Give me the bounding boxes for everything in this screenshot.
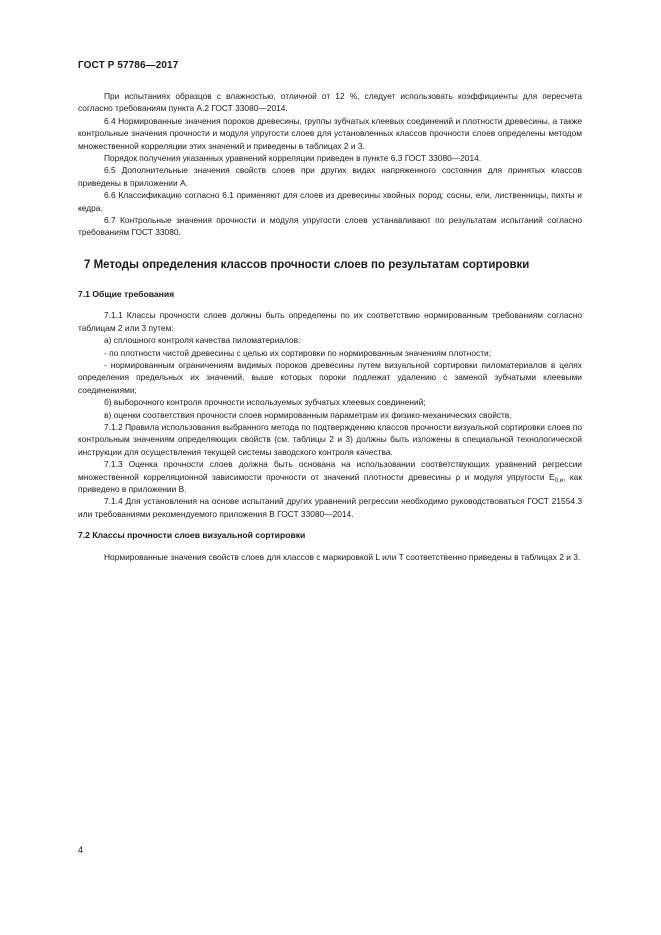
document-header: ГОСТ Р 57786—2017 bbox=[78, 60, 179, 71]
paragraph-7-1-3-tail: , как приведено в приложении В. bbox=[78, 471, 583, 494]
paragraph-6-4: 6.4 Нормированные значения пороков древесины, группы зубчатых клеевых соединений и плотности древесины, а также контрольные значения прочности и модуля упругости слоев для установленных классов прочности слоев определены методом множественной корреляции этих значений и приведены в таблицах 2 и 3. bbox=[78, 115, 582, 151]
paragraph-7-1-4: 7.1.4 Для установления на основе испытаний других уравнений регрессии необходимо руководствоваться ГОСТ 21554.3 или требованиями рекомендуемого приложения В ГОСТ 33080—2014. bbox=[78, 496, 582, 519]
paragraph-7-1-1: 7.1.1 Классы прочности слоев должны быть определены по их соответствию нормированным требованиям согласно таблицам 2 или 3 путем: bbox=[78, 310, 582, 333]
section-7-title: 7 Методы определения классов прочности слоев по результатам сортировки bbox=[84, 258, 530, 271]
subsection-7-2-title: 7.2 Классы прочности слоев визуальной сортировки bbox=[78, 530, 306, 541]
list-item-defects: - нормированным ограничениям видимых пороков древесины путем визуальной сортировки пиломатериалов в целях определения предельных их значений, выше которых пороки подлежат удалению с заменой зубчатыми клеевыми соединениями; bbox=[78, 359, 582, 395]
list-item-density: - по плотности чистой древесины с целью их сортировки по нормированным значениям плотности; bbox=[104, 347, 492, 358]
paragraph-7-1-2: 7.1.2 Правила использования выбранного метода по подтверждению классов прочности визуальной сортировки слоев по контрольным значениям определяющих свойств (см. таблицы 2 и 3) должны быть изложены в специальной технологической инструкции для осуществления текущей системы заводского контроля качества. bbox=[78, 421, 582, 457]
paragraph-6-3-note: При испытаниях образцов с влажностью, отличной от 12 %, следует использовать коэффициенты для пересчета согласно требованиям пункта А.2 ГОСТ 33080—2014. bbox=[78, 91, 582, 114]
paragraph-7-1-3 bbox=[78, 458, 582, 495]
page-number: 4 bbox=[78, 845, 84, 855]
paragraph-6-6: 6.6 Классификацию согласно 6.1 применяют для слоев из древесины хвойных пород: сосны, ели, лиственницы, пихты и кедра. bbox=[78, 190, 582, 213]
paragraph-7-1-3-text: 7.1.3 Оценка прочности слоев должна быть основана на использовании соответствующих уравнений регрессии множественной корреляционной зависимости прочности от значений плотности древесины ρ и модуля упругости E bbox=[78, 459, 582, 482]
paragraph-7-2: Нормированные значения свойств слоев для классов с маркировкой L или T соответственно приведены в таблицах 2 и 3. bbox=[104, 551, 581, 562]
paragraph-6-5: 6.5 Дополнительные значения свойств слоев при других видах напряженного состояния для принятых классов приведены в приложении А. bbox=[78, 165, 582, 188]
paragraph-6-4-note: Порядок получения указанных уравнений корреляции приведен в пункте 6.3 ГОСТ 33080—2014. bbox=[104, 153, 482, 164]
modulus-subscript: 0,и bbox=[554, 477, 564, 484]
list-item-a: а) сплошного контроля качества пиломатериалов: bbox=[104, 335, 301, 346]
paragraph-6-7: 6.7 Контрольные значения прочности и модуля упругости слоев устанавливают по результатам испытаний согласно требованиям ГОСТ 33080. bbox=[78, 215, 582, 238]
subsection-7-1-title: 7.1 Общие требования bbox=[78, 288, 175, 299]
page-content bbox=[78, 90, 582, 563]
list-item-b: б) выборочного контроля прочности используемых зубчатых клеевых соединений; bbox=[104, 397, 426, 408]
list-item-v: в) оценки соответствия прочности слоев нормированным параметрам их физико-механических свойств. bbox=[104, 409, 512, 420]
